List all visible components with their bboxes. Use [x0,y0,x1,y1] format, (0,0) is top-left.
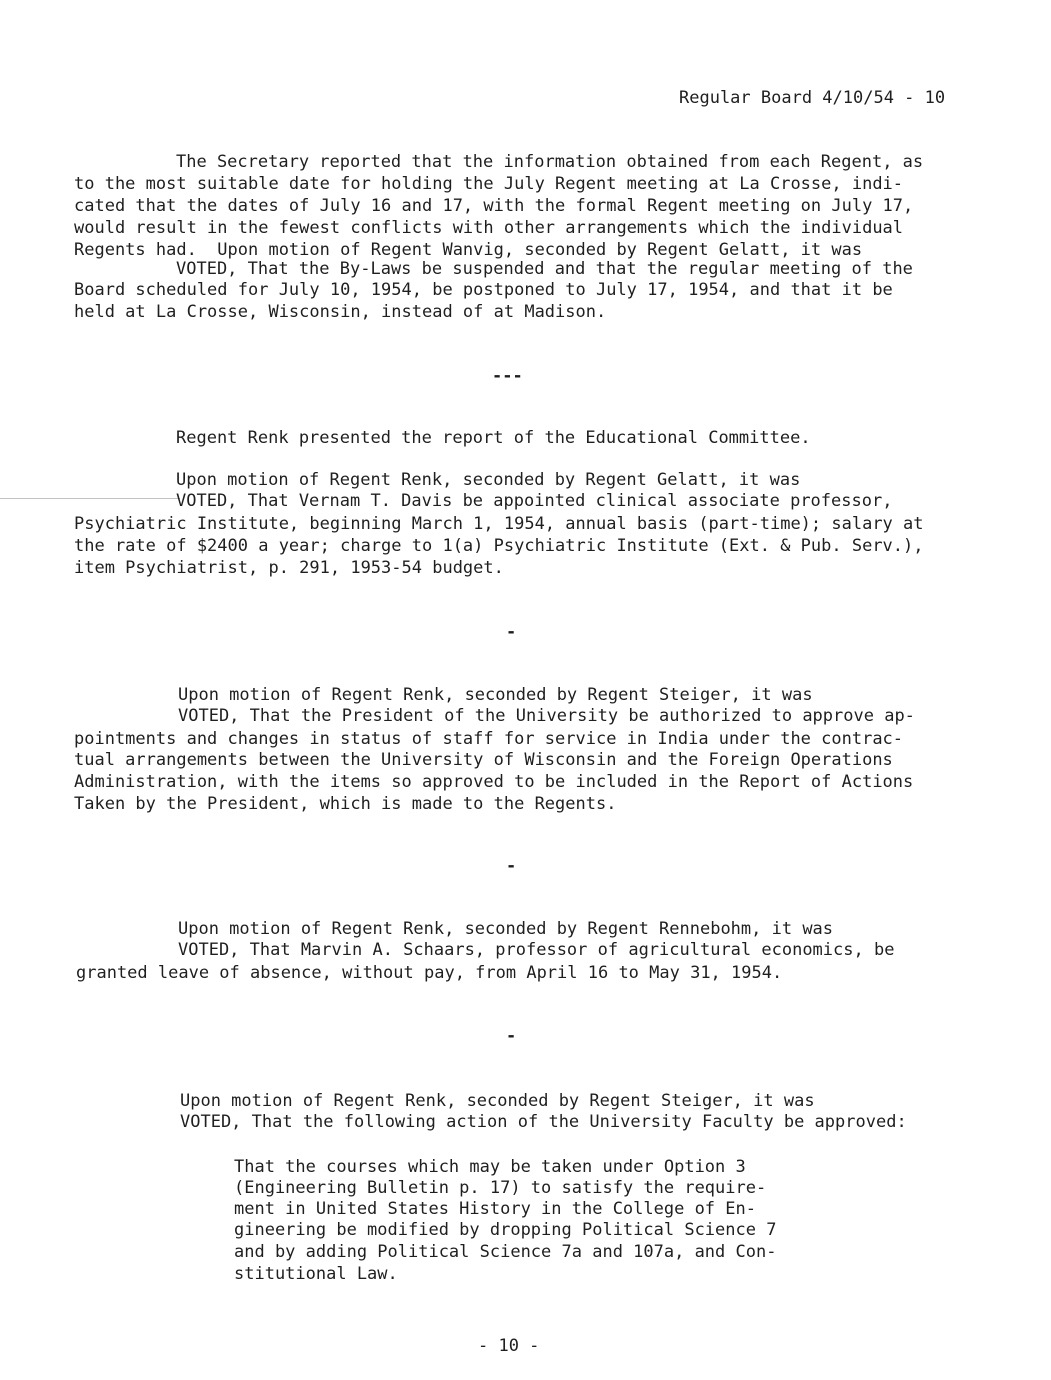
text-line: VOTED, That the following action of the University Faculty be approved: [180,1112,907,1132]
text-line: gineering be modified by dropping Political Science 7 [234,1220,777,1240]
text-line: VOTED, That the By-Laws be suspended and that the regular meeting of the [176,259,913,279]
text-line: would result in the fewest conflicts with other arrangements which the individual [74,218,904,238]
text-line: VOTED, That Marvin A. Schaars, professor of agricultural economics, be [178,940,895,960]
text-line: Regents had. Upon motion of Regent Wanvig, seconded by Regent Gelatt, it was [74,240,863,260]
page-number: - 10 - [478,1336,540,1356]
text-line: to the most suitable date for holding the July Regent meeting at La Crosse, indi- [74,174,904,194]
text-line: held at La Crosse, Wisconsin, instead of at Madison. [74,302,607,322]
text-line: item Psychiatrist, p. 291, 1953-54 budget. [74,558,504,578]
text-line: Upon motion of Regent Renk, seconded by Regent Steiger, it was [178,685,813,705]
text-line: Administration, with the items so approved to be included in the Report of Actions [74,772,914,792]
section-separator: - [506,1026,517,1046]
text-line: Upon motion of Regent Renk, seconded by Regent Gelatt, it was [176,470,801,490]
scan-artifact-line [0,498,180,499]
text-line: VOTED, That Vernam T. Davis be appointed clinical associate professor, [176,491,893,511]
text-line: That the courses which may be taken under Option 3 [234,1157,746,1177]
text-line: Upon motion of Regent Renk, seconded by Regent Rennebohm, it was [178,919,834,939]
section-separator: - [506,856,517,876]
page-header-ref: Regular Board 4/10/54 - 10 [679,88,946,108]
section-separator: --- [492,366,523,386]
text-line: ment in United States History in the College of En- [234,1199,756,1219]
text-line: stitutional Law. [234,1264,398,1284]
text-line: Taken by the President, which is made to the Regents. [74,794,617,814]
text-line: Upon motion of Regent Renk, seconded by Regent Steiger, it was [180,1091,815,1111]
text-line: cated that the dates of July 16 and 17, with the formal Regent meeting on July 17, [74,196,914,216]
text-line: tual arrangements between the University of Wisconsin and the Foreign Operations [74,750,893,770]
text-line: (Engineering Bulletin p. 17) to satisfy the require- [234,1178,767,1198]
text-line: Regent Renk presented the report of the Educational Committee. [176,428,811,448]
text-line: Psychiatric Institute, beginning March 1, 1954, annual basis (part-time); salary at [74,514,924,534]
text-line: Board scheduled for July 10, 1954, be postponed to July 17, 1954, and that it be [74,280,893,300]
text-line: and by adding Political Science 7a and 107a, and Con- [234,1242,777,1262]
text-line: granted leave of absence, without pay, from April 16 to May 31, 1954. [76,963,783,983]
section-separator: - [506,622,517,642]
text-line: the rate of $2400 a year; charge to 1(a) Psychiatric Institute (Ext. & Pub. Serv.), [74,536,924,556]
text-line: pointments and changes in status of staff for service in India under the contrac- [74,729,904,749]
text-line: VOTED, That the President of the University be authorized to approve ap- [178,706,915,726]
text-line: The Secretary reported that the information obtained from each Regent, as [176,152,924,172]
